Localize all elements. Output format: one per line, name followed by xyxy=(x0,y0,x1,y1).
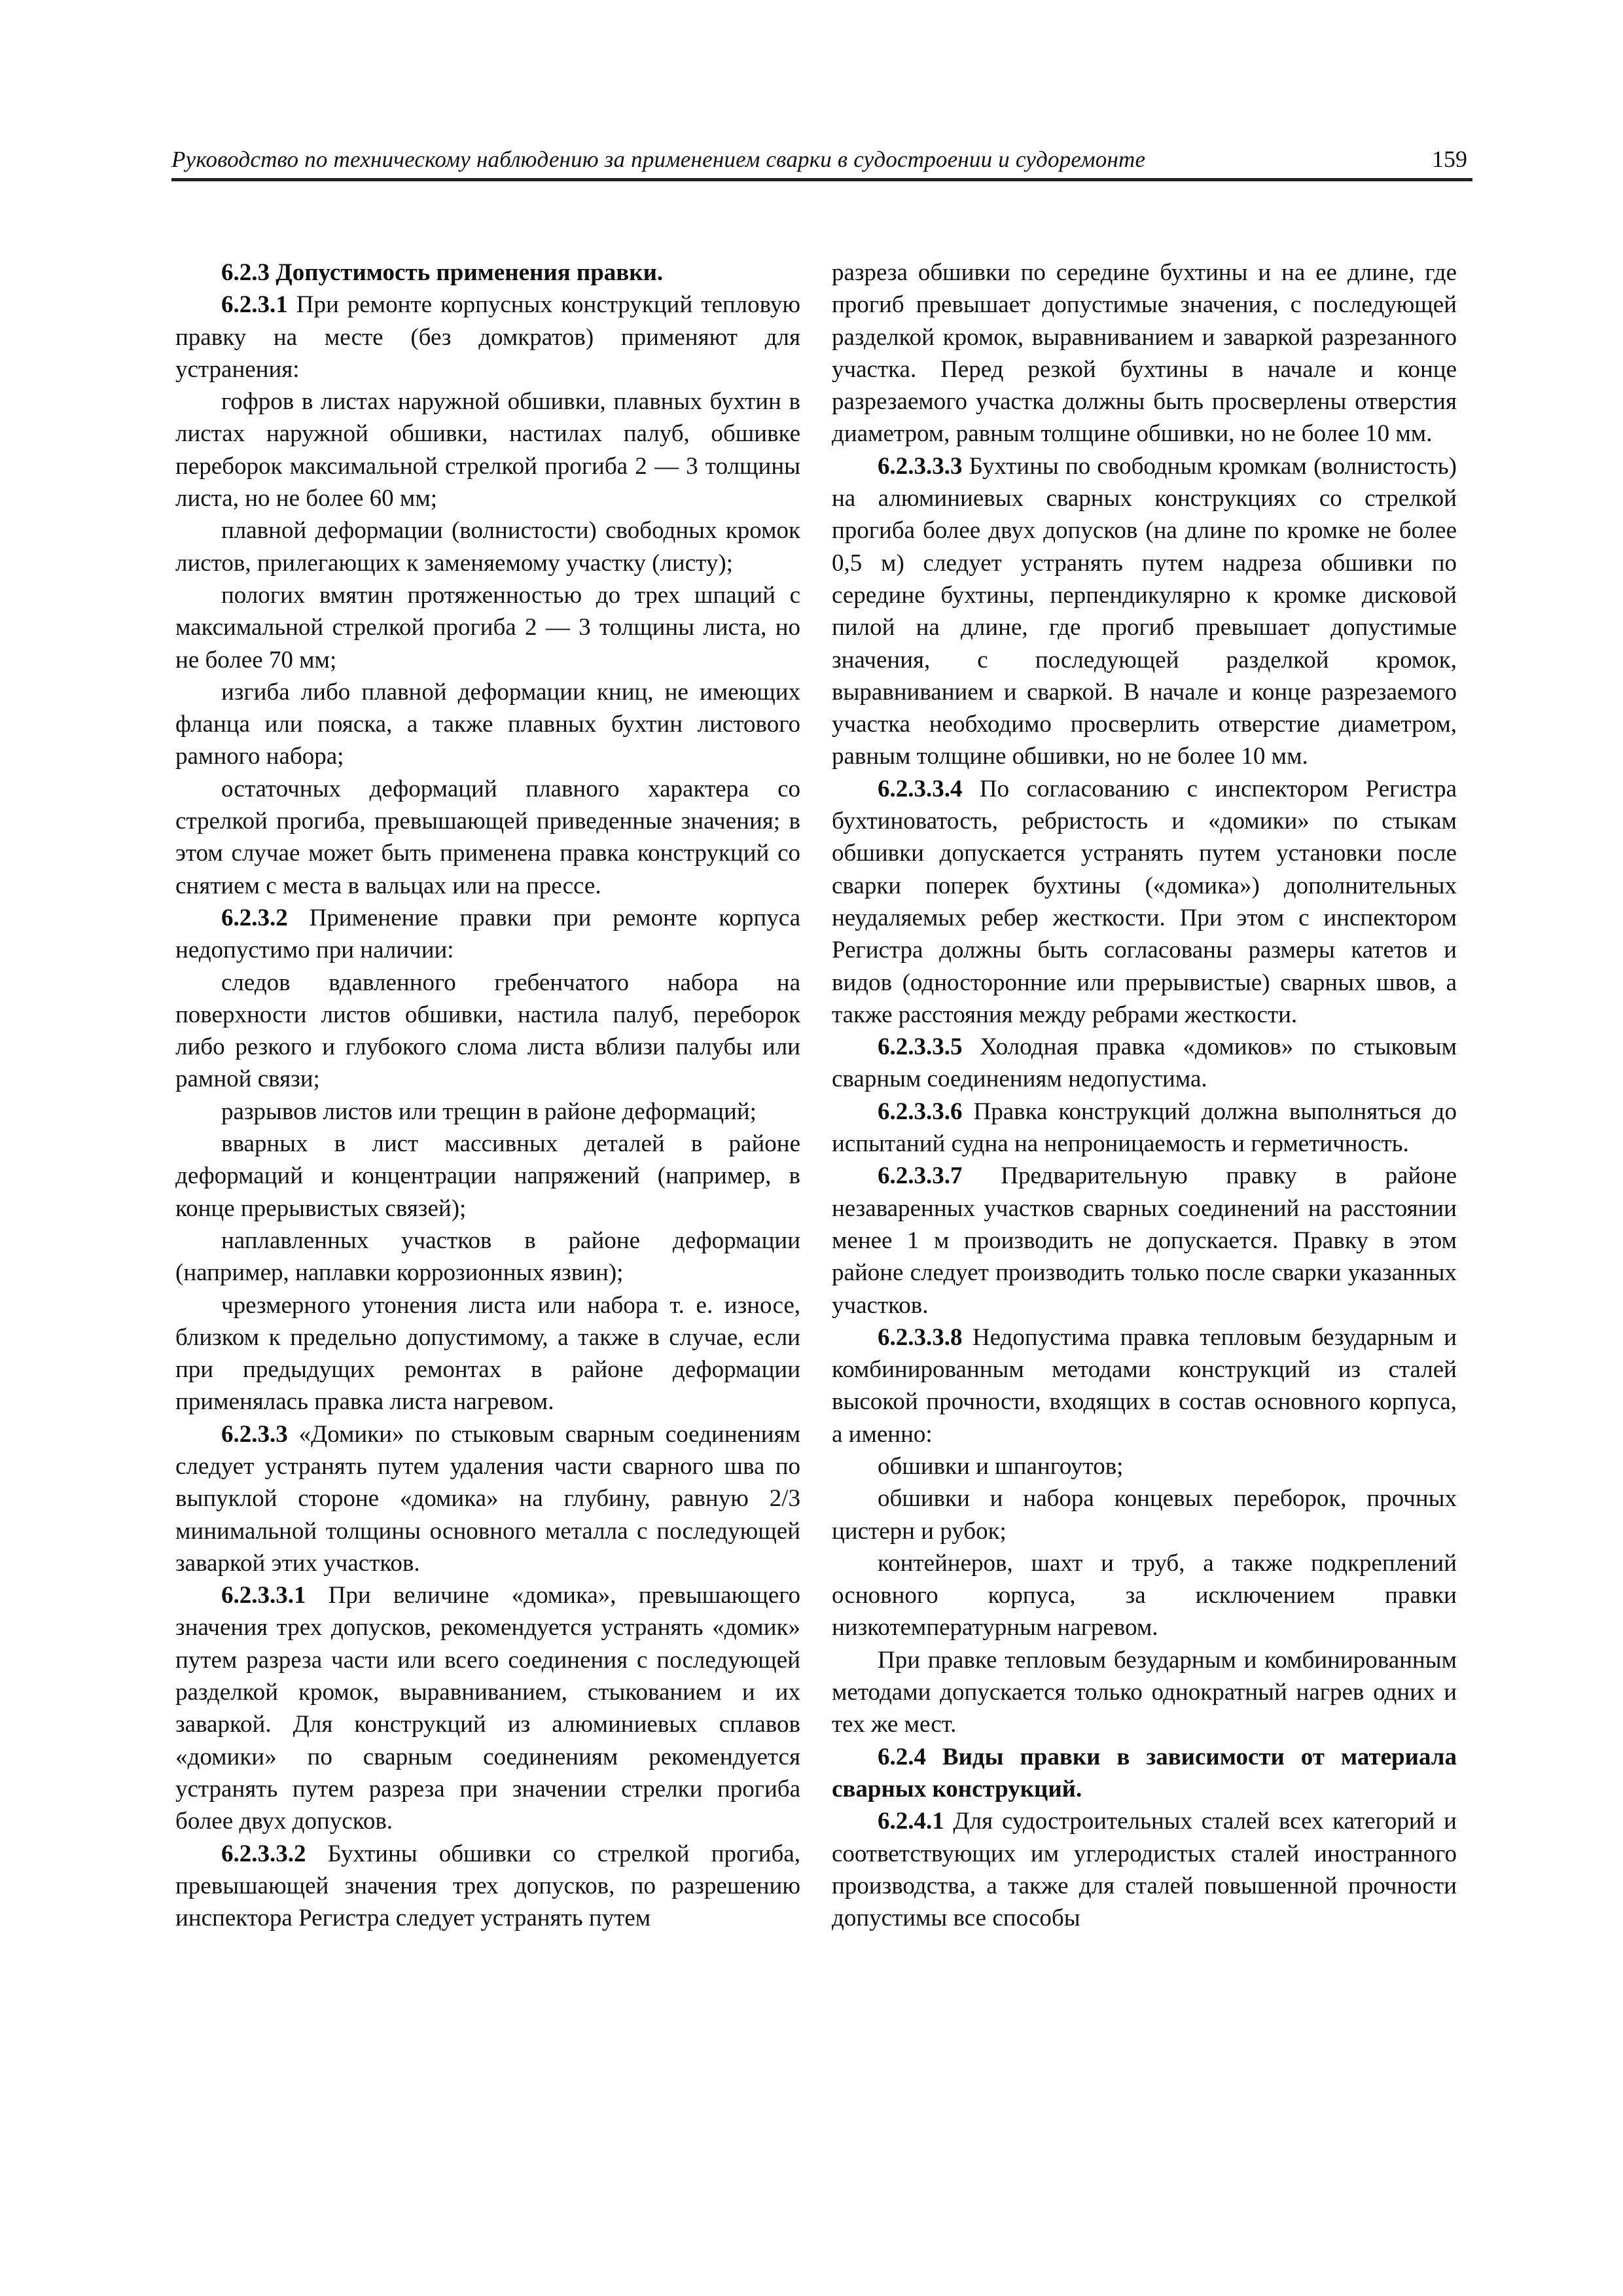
paragraph xyxy=(832,773,1457,1031)
clause-number: 6.2.3.3.3 xyxy=(878,452,963,480)
paragraph xyxy=(175,1579,800,1837)
paragraph: вварных в лист массивных деталей в районе деформаций и концентрации напряжений (например, в конце прерывистых связей); xyxy=(175,1130,800,1222)
paragraph xyxy=(832,1805,1457,1934)
paragraph-text: Для судостроительных сталей всех категорий и соответствующих им углеродистых сталей иностранного производства, а также для сталей повышенной прочности допустимы все способы xyxy=(832,1808,1457,1932)
paragraph-text: Применение правки при ремонте корпуса недопустимо при наличии: xyxy=(175,904,800,964)
paragraph xyxy=(175,902,800,967)
paragraph-text: По согласованию с инспектором Регистра бухтиноватость, ребристость и «домики» по стыкам обшивки допускается устранять путем установки после сварки поперек бухтины («домика») дополнительных неудаляемых ребер жесткости. При этом с инспектором Регистра должны быть согласованы размеры катетов и видов (односторонние или прерывистые) сварных швов, а также расстояния между ребрами жесткости. xyxy=(832,775,1457,1028)
paragraph xyxy=(175,289,800,386)
clause-number: 6.2.3.3.7 xyxy=(878,1162,963,1190)
section-heading: 6.2.3 Допустимость применения правки. xyxy=(221,259,664,286)
clause-number: 6.2.3.3.4 xyxy=(878,775,963,802)
paragraph: обшивки и набора концевых переборок, прочных цистерн и рубок; xyxy=(832,1485,1457,1545)
clause-number: 6.2.4.1 xyxy=(878,1808,944,1835)
clause-number: 6.2.3.3.8 xyxy=(878,1323,963,1351)
paragraph-text: «Домики» по стыковым сварным соединениям следует устранять путем удаления части сварного шва по выпуклой стороне «домика» на глубину, равную 2/3 минимальной толщины основного металла с последующей заваркой этих участков. xyxy=(175,1420,800,1577)
paragraph-text: Бухтины обшивки со стрелкой прогиба, превышающей значения трех допусков, по разрешению инспектора Регистра следует устранять путем xyxy=(175,1840,800,1932)
paragraph-text: Правка конструкций должна выполняться до испытаний судна на непроницаемость и герметичность. xyxy=(832,1098,1457,1158)
paragraph-text: Недопустима правка тепловым безударным и комбинированным методами конструкций из сталей высокой прочности, входящих в состав основного корпуса, а именно: xyxy=(832,1323,1457,1448)
clause-number: 6.2.3.1 xyxy=(221,291,288,319)
paragraph: плавной деформации (волнистости) свободных кромок листов, прилегающих к заменяемому участку (листу); xyxy=(175,517,800,577)
clause-number: 6.2.3.3.2 xyxy=(221,1840,306,1867)
paragraph: контейнеров, шахт и труб, а также подкреплений основного корпуса, за исключением правки низкотемпературным нагревом. xyxy=(832,1549,1457,1641)
paragraph: разрывов листов или трещин в районе деформаций; xyxy=(221,1098,757,1125)
paragraph: наплавленных участков в районе деформации (например, наплавки коррозионных язвин); xyxy=(175,1227,800,1287)
clause-number: 6.2.3.2 xyxy=(221,904,288,931)
paragraph-text: Предварительную правку в районе незаваренных участков сварных соединений на расстоянии менее 1 м производить не допускается. Правку в этом районе следует производить только после сварки указанных участков. xyxy=(832,1162,1457,1319)
section-heading: 6.2.4 Виды правки в зависимости от материала сварных конструкций. xyxy=(832,1743,1457,1803)
clause-number: 6.2.3.3.6 xyxy=(878,1098,963,1125)
paragraph: пологих вмятин протяженностью до трех шпаций с максимальной стрелкой прогиба 2 — 3 толщины листа, но не более 70 мм; xyxy=(175,581,800,673)
paragraph: гофров в листах наружной обшивки, плавных бухтин в листах наружной обшивки, настилах палуб, обшивке переборок максимальной стрелкой прогиба 2 — 3 толщины листа, но не более 60 мм; xyxy=(175,388,800,512)
clause-number: 6.2.3.3.5 xyxy=(878,1033,963,1061)
paragraph xyxy=(832,450,1457,773)
paragraph-text: Бухтины по свободным кромкам (волнистость) на алюминиевых сварных конструкциях со стрелкой прогиба более двух допусков (на длине по кромке не более 0,5 м) следует устранять путем надреза обшивки по середине бухтины, перпендикулярно к кромке дисковой пилой на длине, где прогиб превышает допустимые значения, с последующей разделкой кромок, выравниванием и сваркой. В начале и конце разрезаемого участка необходимо просверлить отверстие диаметром, равным толщине обшивки, но не более 10 мм. xyxy=(832,452,1457,770)
paragraph-text: При величине «домика», превышающего значения трех допусков, рекомендуется устранять «домик» путем разреза части или всего соединения с последующей разделкой кромок, выравниванием, стыкованием и их заваркой. Для конструкций из алюминиевых сплавов «домики» по сварным соединениям рекомендуется устранять путем разреза при значении стрелки прогиба более двух допусков. xyxy=(175,1582,800,1835)
paragraph-text: При ремонте корпусных конструкций тепловую правку на месте (без домкратов) применяют для устранения: xyxy=(175,291,800,383)
paragraph: чрезмерного утонения листа или набора т. е. износе, близком к предельно допустимому, а также в случае, если при предыдущих ремонтах в районе деформации применялась правка листа нагревом. xyxy=(175,1291,800,1416)
paragraph xyxy=(175,1838,800,1935)
paragraph: обшивки и шпангоутов; xyxy=(878,1452,1124,1480)
page-number: 159 xyxy=(1432,146,1467,172)
clause-number: 6.2.3.3 xyxy=(221,1420,288,1448)
running-header-title: Руководство по техническому наблюдению за применением сварки в судостроении и судоремонте xyxy=(171,147,1146,172)
paragraph xyxy=(832,1031,1457,1096)
clause-number: 6.2.3.3.1 xyxy=(221,1582,306,1609)
paragraph: остаточных деформаций плавного характера со стрелкой прогиба, превышающей приведенные значения; в этом случае может быть применена правка конструкций со снятием с места в вальцах или на прессе. xyxy=(175,775,800,899)
running-header xyxy=(171,145,1472,181)
paragraph xyxy=(832,1096,1457,1160)
paragraph xyxy=(832,1160,1457,1321)
right-column xyxy=(832,257,1457,1934)
paragraph-text: Холодная правка «домиков» по стыковым сварным соединениям недопустима. xyxy=(832,1033,1457,1093)
paragraph xyxy=(832,1321,1457,1450)
paragraph-continued: разреза обшивки по середине бухтины и на ее длине, где прогиб превышает допустимые значения, с последующей разделкой кромок, выравниванием и заваркой разрезанного участка. Перед резкой бухтины в начале и конце разрезаемого участка должны быть просверлены отверстия диаметром, равным толщине обшивки, но не более 10 мм. xyxy=(832,259,1457,448)
paragraph xyxy=(175,1418,800,1579)
paragraph: изгиба либо плавной деформации книц, не имеющих фланца или пояска, а также плавных бухтин листового рамного набора; xyxy=(175,678,800,770)
left-column xyxy=(175,257,800,1934)
paragraph: При правке тепловым безударным и комбинированным методами допускается только однократный нагрев одних и тех же мест. xyxy=(832,1646,1457,1738)
paragraph: следов вдавленного гребенчатого набора на поверхности листов обшивки, настила палуб, переборок либо резкого и глубокого слома листа вблизи палубы или рамной связи; xyxy=(175,969,800,1093)
